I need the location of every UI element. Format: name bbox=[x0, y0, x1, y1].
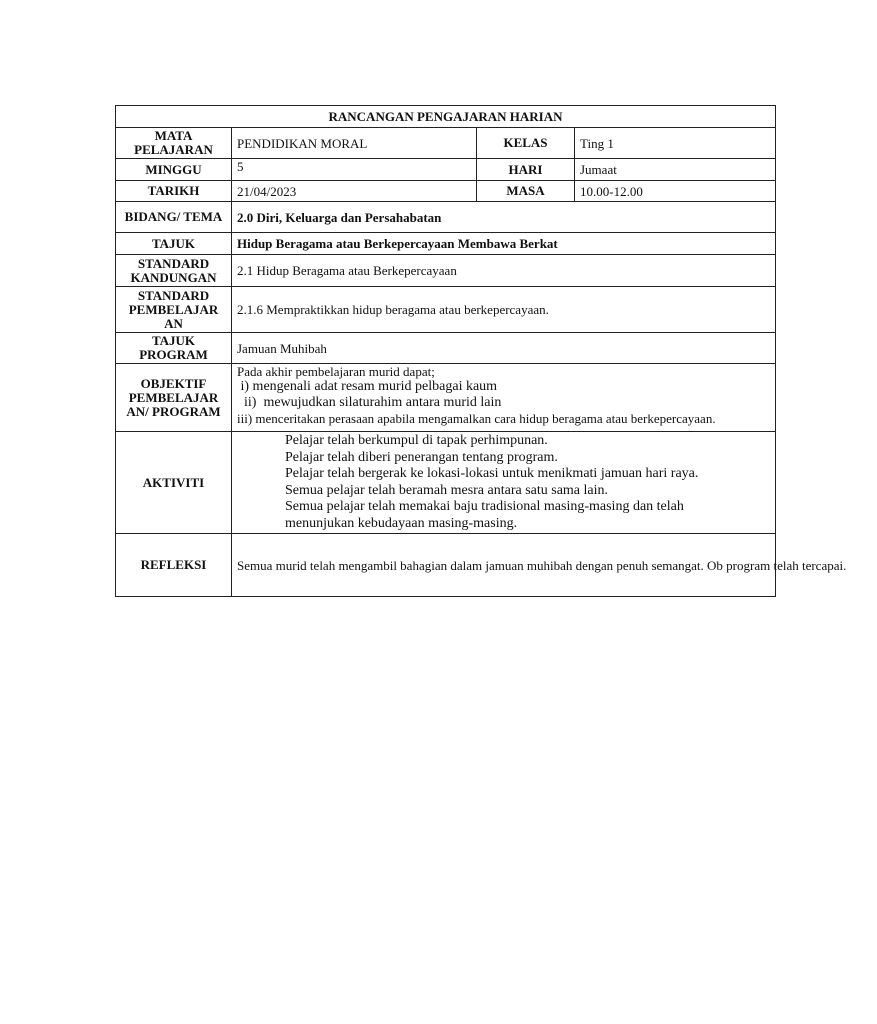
objektif-item-3: iii) menceritakan perasaan apabila mengamalkan cara hidup beragama atau berkepercayaan. bbox=[237, 411, 716, 426]
aktiviti-item: Pelajar telah bergerak ke lokasi-lokasi untuk menikmati jamuan hari raya. bbox=[285, 466, 699, 481]
aktiviti-item: menunjukan kebudayaan masing-masing. bbox=[285, 515, 518, 531]
row-aktiviti bbox=[116, 432, 776, 534]
value-masa: 10.00-12.00 bbox=[575, 181, 776, 202]
refleksi-text: Semua murid telah mengambil bahagian dalam jamuan muhibah dengan penuh semangat. Ob program telah tercapai. bbox=[237, 557, 847, 573]
document-title: RANCANGAN PENGAJARAN HARIAN bbox=[116, 106, 776, 128]
label-mata-pelajaran: MATA PELAJARAN bbox=[116, 128, 232, 159]
title-row bbox=[116, 106, 776, 128]
aktiviti-item: Semua pelajar telah beramah mesra antara satu sama lain. bbox=[285, 482, 609, 498]
label-minggu: MINGGU bbox=[116, 159, 232, 181]
label-hari: HARI bbox=[477, 159, 575, 181]
row-minggu bbox=[116, 159, 776, 181]
row-bidang bbox=[116, 202, 776, 233]
aktiviti-list bbox=[237, 432, 770, 532]
value-objektif bbox=[232, 364, 776, 432]
objektif-intro: Pada akhir pembelajaran murid dapat; bbox=[237, 364, 435, 379]
value-standard-kandungan: 2.1 Hidup Beragama atau Berkepercayaan bbox=[232, 255, 776, 287]
label-tajuk: TAJUK bbox=[116, 233, 232, 255]
label-tarikh: TARIKH bbox=[116, 181, 232, 202]
row-tajuk-program bbox=[116, 333, 776, 364]
label-bidang: BIDANG/ TEMA bbox=[116, 202, 232, 233]
value-kelas: Ting 1 bbox=[575, 128, 776, 159]
label-objektif: OBJEKTIF PEMBELAJAR AN/ PROGRAM bbox=[116, 364, 232, 432]
objektif-item-1: i) mengenali adat resam murid pelbagai kaum bbox=[237, 379, 498, 394]
value-tarikh: 21/04/2023 bbox=[232, 181, 477, 202]
aktiviti-item: Pelajar telah diberi penerangan tentang program. bbox=[285, 449, 558, 465]
aktiviti-item: Pelajar telah berkumpul di tapak perhimpunan. bbox=[285, 433, 548, 448]
value-aktiviti bbox=[232, 432, 776, 534]
row-objektif bbox=[116, 364, 776, 432]
aktiviti-item: Semua pelajar telah memakai baju tradisional masing-masing dan telah bbox=[285, 499, 684, 514]
row-mata-pelajaran bbox=[116, 128, 776, 159]
value-tajuk: Hidup Beragama atau Berkepercayaan Membawa Berkat bbox=[232, 233, 776, 255]
value-mata-pelajaran: PENDIDIKAN MORAL bbox=[232, 128, 477, 159]
value-hari: Jumaat bbox=[575, 159, 776, 181]
value-bidang: 2.0 Diri, Keluarga dan Persahabatan bbox=[232, 202, 776, 233]
row-standard-pembelajaran bbox=[116, 287, 776, 333]
label-aktiviti: AKTIVITI bbox=[116, 432, 232, 534]
label-tajuk-program: TAJUK PROGRAM bbox=[116, 333, 232, 364]
value-standard-pembelajaran: 2.1.6 Mempraktikkan hidup beragama atau berkepercayaan. bbox=[232, 287, 776, 333]
row-standard-kandungan bbox=[116, 255, 776, 287]
label-standard-pembelajaran: STANDARD PEMBELAJAR AN bbox=[116, 287, 232, 333]
objektif-item-2: ii) mewujudkan silaturahim antara murid lain bbox=[237, 395, 502, 410]
label-refleksi: REFLEKSI bbox=[116, 534, 232, 597]
row-refleksi bbox=[116, 534, 776, 597]
value-minggu: 5 bbox=[232, 159, 477, 181]
label-standard-kandungan: STANDARD KANDUNGAN bbox=[116, 255, 232, 287]
row-tarikh bbox=[116, 181, 776, 202]
label-masa: MASA bbox=[477, 181, 575, 202]
label-kelas: KELAS bbox=[477, 128, 575, 159]
value-refleksi bbox=[232, 534, 847, 597]
lesson-plan-table bbox=[115, 105, 847, 597]
value-tajuk-program: Jamuan Muhibah bbox=[232, 333, 776, 364]
row-tajuk bbox=[116, 233, 776, 255]
